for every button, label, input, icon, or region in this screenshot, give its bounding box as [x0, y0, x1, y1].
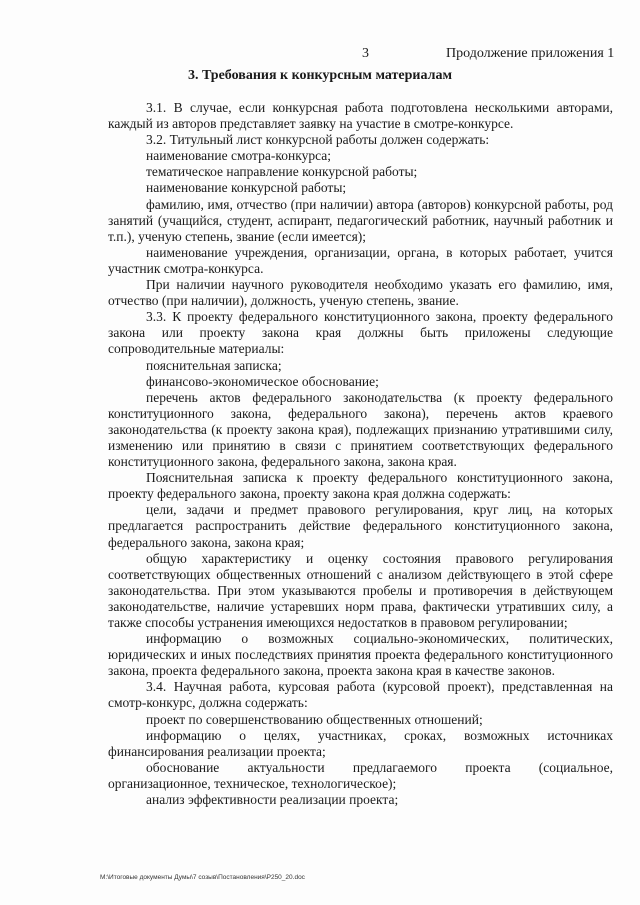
paragraph: перечень актов федерального законодательства (к проекту федерального конституционного закона, федерального закона), перечень актов краевого законодательства (к проекту закона края), подлежащих признанию утратившими силу, изменению или принятию в связи с принятием соответствующих федерального конституционного закона, федерального закона, закона края. [108, 389, 613, 470]
list-item: тематическое направление конкурсной работы; [146, 164, 418, 180]
file-path-footer: М:\Итоговые документы Думы\7 созыв\Постановления\Р250_20.doc [100, 874, 305, 881]
paragraph: общую характеристику и оценку состояния правового регулирования соответствующих общественных отношений с анализом действующего в этой сфере законодательства. При этом указываются пробелы и противоречия в действующем законодательстве, наличие устаревших норм права, фактически утративших силу, а также способы устранения имеющихся недостатков в правовом регулировании; [108, 550, 613, 630]
paragraph: 3.1. В случае, если конкурсная работа подготовлена несколькими авторами, каждый из авторов представляет заявку на участие в смотре-конкурсе. [108, 100, 613, 132]
paragraph: информацию о целях, участниках, сроках, возможных источниках финансирования реализации проекта; [108, 727, 613, 759]
document-body [108, 100, 613, 808]
paragraph: фамилию, имя, отчество (при наличии) автора (авторов) конкурсной работы, род занятий (учащийся, студент, аспирант, педагогический работник, научный работник и т.п.), ученую степень, звание (если имеется); [108, 196, 613, 244]
list-item: наименование конкурсной работы; [146, 180, 347, 196]
paragraph: 3.3. К проекту федерального конституционного закона, проекту федерального закона или проекту закона края должны быть приложены следующие сопроводительные материалы: [108, 309, 613, 357]
paragraph: При наличии научного руководителя необходимо указать его фамилию, имя, отчество (при наличии), должность, ученую степень, звание. [108, 277, 613, 309]
paragraph: информацию о возможных социально-экономических, политических, юридических и иных последствиях принятия проекта федерального конституционного закона, проекта федерального закона, проекта закона края в качестве законов. [108, 631, 613, 679]
paragraph: 3.2. Титульный лист конкурсной работы должен содержать: [146, 132, 490, 148]
section-title: 3. Требования к конкурсным материалам [188, 68, 452, 83]
paragraph: Пояснительная записка к проекту федерального конституционного закона, проекту федерального закона, проекту закона края должна содержать: [108, 470, 613, 502]
list-item: анализ эффективности реализации проекта; [146, 792, 399, 808]
page-number: 3 [362, 46, 369, 61]
list-item: пояснительная записка; [146, 357, 282, 373]
appendix-continuation-note: Продолжение приложения 1 [446, 46, 615, 61]
list-item: проект по совершенствованию общественных отношений; [146, 711, 483, 727]
paragraph: 3.4. Научная работа, курсовая работа (курсовой проект), представленная на смотр-конкурс, должна содержать: [108, 679, 613, 711]
paragraph: цели, задачи и предмет правового регулирования, круг лиц, на которых предлагается распространить действие федерального конституционного закона, федерального закона, закона края; [108, 502, 613, 550]
list-item: финансово-экономическое обоснование; [146, 373, 379, 389]
list-item: наименование смотра-конкурса; [146, 148, 331, 164]
paragraph: наименование учреждения, организации, органа, в которых работает, учится участник смотра-конкурса. [108, 244, 613, 276]
paragraph: обоснование актуальности предлагаемого проекта (социальное, организационное, техническое, технологическое); [108, 759, 613, 791]
